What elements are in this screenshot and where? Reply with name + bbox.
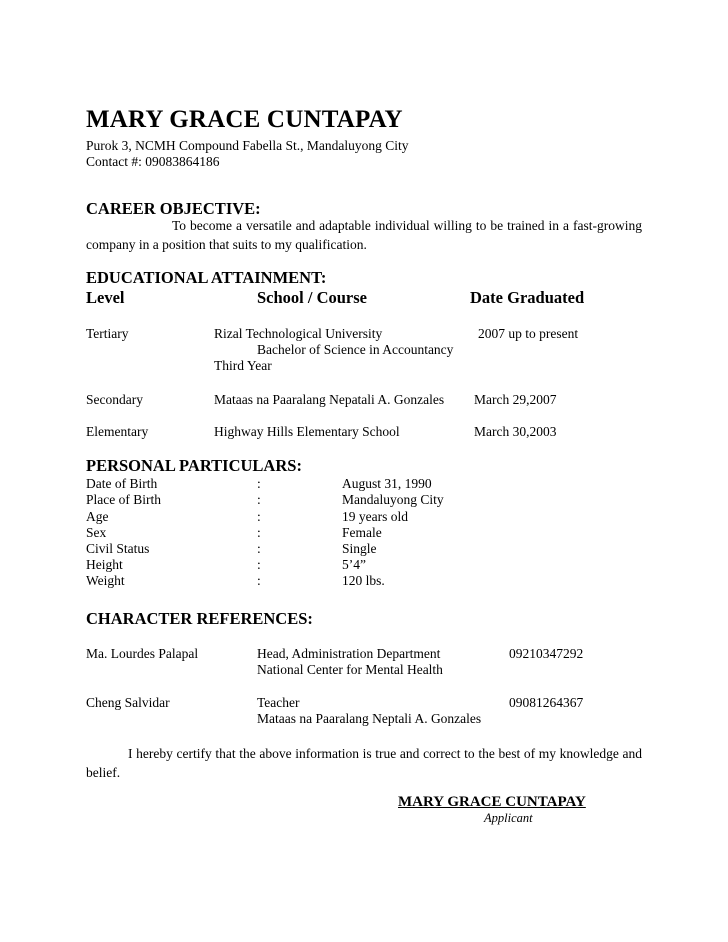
personal-label-birthplace: Place of Birth [86,492,161,507]
personal-label-age: Age [86,509,109,524]
career-objective-paragraph: To become a versatile and adaptable individual willing to be trained in a fast-growing company in a position that suits to my qualification. [86,218,642,252]
personal-label-sex: Sex [86,525,107,540]
personal-label-civil-status: Civil Status [86,541,150,556]
reference-position-2: Teacher [257,695,300,710]
education-level-tertiary: Tertiary [86,326,129,341]
education-course-tertiary: Bachelor of Science in Accountancy [257,342,454,357]
reference-phone-1: 09210347292 [509,646,584,661]
personal-colon: : [257,541,261,556]
personal-value-birthplace: Mandaluyong City [342,492,444,507]
personal-colon: : [257,492,261,507]
personal-label-weight: Weight [86,573,125,588]
personal-value-civil-status: Single [342,541,377,556]
education-school-elementary: Highway Hills Elementary School [214,424,400,439]
address: Purok 3, NCMH Compound Fabella St., Mandaluyong City [86,138,409,153]
education-level-secondary: Secondary [86,392,143,407]
reference-position-1: Head, Administration Department [257,646,441,661]
education-school-secondary: Mataas na Paaralang Nepatali A. Gonzales [214,392,445,407]
applicant-name: MARY GRACE CUNTAPAY [86,106,403,133]
contact-number: Contact #: 09083864186 [86,154,220,169]
education-col-date: Date Graduated [470,288,585,307]
personal-value-age: 19 years old [342,509,408,524]
personal-heading: PERSONAL PARTICULARS: [86,456,302,475]
education-date-elementary: March 30,2003 [474,424,557,439]
references-heading: CHARACTER REFERENCES: [86,609,313,628]
personal-colon: : [257,509,261,524]
personal-value-height: 5’4” [342,557,366,572]
career-objective-heading: CAREER OBJECTIVE: [86,199,261,218]
education-date-secondary: March 29,2007 [474,392,557,407]
education-heading: EDUCATIONAL ATTAINMENT: [86,268,327,287]
certification-text: I hereby certify that the above information is true and correct to the best of my knowledge and belief. [86,746,642,780]
reference-name-2: Cheng Salvidar [86,695,170,710]
reference-name-1: Ma. Lourdes Palapal [86,646,199,661]
education-year-tertiary: Third Year [214,358,272,373]
education-col-school: School / Course [257,288,368,307]
signature-role: Applicant [484,811,533,825]
personal-value-sex: Female [342,525,382,540]
personal-colon: : [257,573,261,588]
reference-phone-2: 09081264367 [509,695,584,710]
career-objective-text [86,216,642,254]
personal-colon: : [257,525,261,540]
signature-name: MARY GRACE CUNTAPAY [398,794,586,810]
certification [86,744,642,782]
personal-colon: : [257,476,261,491]
personal-value-birthdate: August 31, 1990 [342,476,432,491]
education-school-tertiary: Rizal Technological University [214,326,383,341]
education-date-tertiary: 2007 up to present [478,326,579,341]
education-level-elementary: Elementary [86,424,149,439]
reference-org-2: Mataas na Paaralang Neptali A. Gonzales [257,711,482,726]
reference-org-1: National Center for Mental Health [257,662,443,677]
education-col-level: Level [86,288,125,307]
personal-colon: : [257,557,261,572]
personal-value-weight: 120 lbs. [342,573,385,588]
personal-label-height: Height [86,557,123,572]
personal-label-birthdate: Date of Birth [86,476,158,491]
